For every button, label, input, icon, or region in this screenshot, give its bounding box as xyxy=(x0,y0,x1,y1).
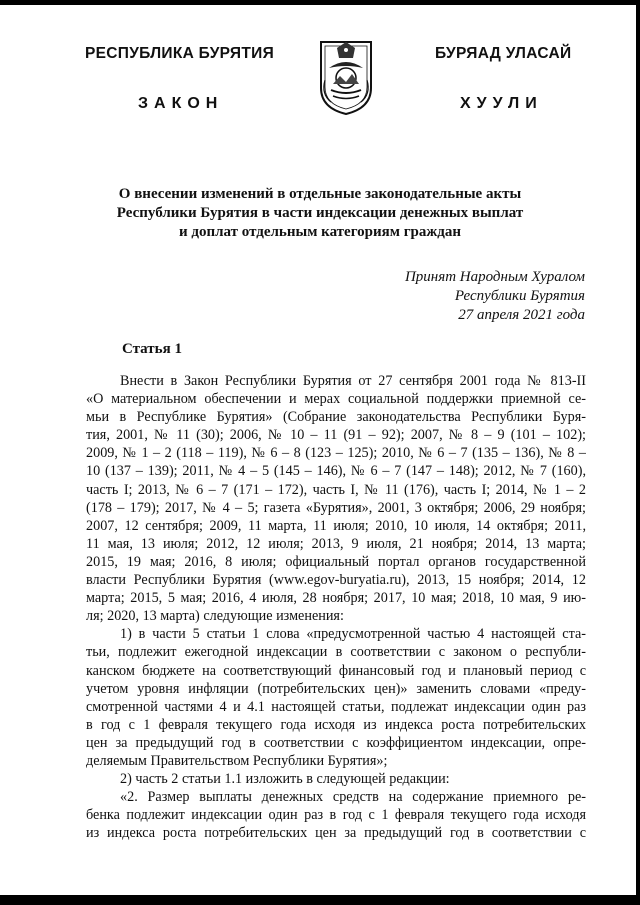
republic-name-buryat: БУРЯАД УЛАСАЙ xyxy=(435,45,572,62)
scan-edge-top xyxy=(0,0,640,5)
republic-name-russian: РЕСПУБЛИКА БУРЯТИЯ xyxy=(85,45,275,62)
body-line: 2015, 19 мая; 2016, 8 июля; официальный портал органов государственной xyxy=(86,553,586,570)
body-line: в год с 1 февраля текущего года исходя из индекса роста потребительских xyxy=(86,716,586,733)
law-title-line: Республики Бурятия в части индексации денежных выплат xyxy=(116,205,524,221)
body-line: мьи в Республике Бурятия» (Собрание законодательства Республики Буря- xyxy=(86,409,586,426)
body-line: тьи, подлежит ежегодной индексации в соответствии с законом о республи- xyxy=(86,644,586,661)
scan-edge-bottom xyxy=(0,895,640,905)
body-line: «О материальном обеспечении и мерах социальной поддержки приемной се- xyxy=(86,391,586,408)
body-line: 2009, № 1 – 2 (118 – 119), № 6 – 8 (123 – 125); 2010, № 6 – 7 (135 – 136), № 8 – xyxy=(86,445,586,462)
coat-of-arms-emblem xyxy=(317,38,375,116)
article-body xyxy=(86,372,586,842)
adoption-note-line: Принят Народным Хуралом xyxy=(404,269,585,285)
body-line: учетом уровня инфляции (потребительских цен)» заменить словами «преду- xyxy=(86,680,586,697)
law-title-line: и доплат отдельным категориям граждан xyxy=(179,224,461,240)
law-title-line: О внесении изменений в отдельные законодательные акты xyxy=(118,186,522,202)
body-line: часть I; 2013, № 6 – 7 (171 – 172), часть I, № 11 (176), часть I; 2014, № 1 – 2 xyxy=(86,481,586,498)
body-line: марта; 2015, 5 мая; 2016, 4 июля, 28 ноября; 2017, 10 мая; 2018, 10 мая, 9 ию- xyxy=(86,590,586,607)
body-line: бенка подлежит индексации один раз в год с 1 февраля текущего года исходя xyxy=(86,807,586,824)
body-line: (178 – 179); 2017, № 4 – 5; газета «Бурятия», 2001, 3 октября; 2006, 29 ноября; xyxy=(86,499,586,516)
body-line: цен за предыдущий год в соответствии с коэффициентом индексации, опре- xyxy=(86,734,586,751)
law-title xyxy=(100,185,540,242)
body-line: ля; 2020, 13 марта) следующие изменения: xyxy=(86,608,344,625)
law-label-buryat: ХУУЛИ xyxy=(460,95,543,112)
body-line: «2. Размер выплаты денежных средств на содержание приемного ре- xyxy=(120,789,586,806)
scan-edge-right xyxy=(636,0,640,905)
adoption-note-line: Республики Бурятия xyxy=(454,288,585,304)
body-line: тия, 2001, № 11 (30); 2006, № 10 – 11 (91 – 92); 2007, № 8 – 9 (101 – 102); xyxy=(86,427,586,444)
body-line: 2) часть 2 статьи 1.1 изложить в следующей редакции: xyxy=(120,771,450,788)
body-line: деляемым Правительством Республики Бурятия»; xyxy=(86,752,388,769)
body-line: 2007, 12 сентября; 2009, 11 марта, 11 июля; 2010, 10 июля, 14 октября; 2011, xyxy=(86,517,586,534)
body-line: смотренной частями 4 и 4.1 настоящей статьи, подлежат индексации один раз xyxy=(86,698,586,715)
body-line: 11 мая, 13 июля; 2012, 12 июля; 2013, 9 июля, 21 ноября; 2014, 13 марта; xyxy=(86,535,586,552)
body-line: из индекса роста потребительских цен за предыдущий год в соответствии с xyxy=(86,825,586,842)
body-line: канском бюджете на соответствующий финансовый год и плановый период с xyxy=(86,662,586,679)
body-line: власти Республики Бурятия (www.egov-buryatia.ru), 2013, 15 ноября; 2014, 12 xyxy=(86,572,586,589)
body-line: 1) в части 5 статьи 1 слова «предусмотренной частью 4 настоящей ста- xyxy=(120,626,586,643)
body-line: 10 (137 – 139); 2011, № 4 – 5 (145 – 146), № 6 – 7 (147 – 148); 2012, № 7 (160), xyxy=(86,463,586,480)
adoption-note xyxy=(305,268,585,325)
law-label-russian: ЗАКОН xyxy=(138,95,224,112)
adoption-date: 27 апреля 2021 года xyxy=(458,307,585,323)
body-line: Внести в Закон Республики Бурятия от 27 сентября 2001 года № 813-II xyxy=(120,373,586,389)
article-heading: Статья 1 xyxy=(122,341,182,357)
